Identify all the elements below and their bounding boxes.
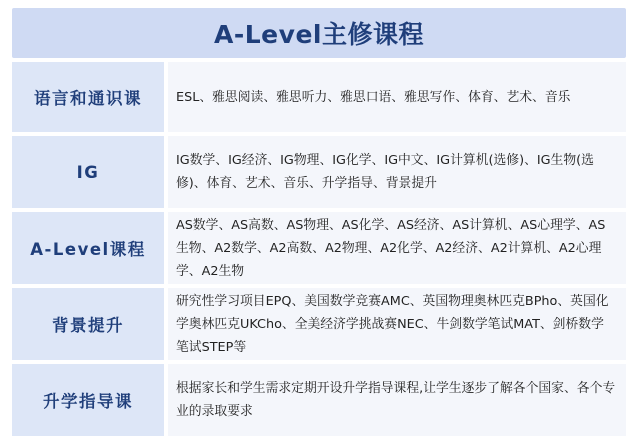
row-content-ig: IG数学、IG经济、IG物理、IG化学、IG中文、IG计算机(选修)、IG生物(选修)、体育、艺术、音乐、升学指导、背景提升 (168, 136, 626, 208)
course-table (12, 62, 626, 436)
page-title: A-Level主修课程 (214, 20, 424, 49)
row-content-alevel: AS数学、AS高数、AS物理、AS化学、AS经济、AS计算机、AS心理学、AS生物、A2数学、A2高数、A2物理、A2化学、A2经济、A2计算机、A2心理学、A2生物 (168, 212, 626, 284)
row-content-background: 研究性学习项目EPQ、美国数学竞赛AMC、英国物理奥林匹克BPho、英国化学奥林匹克UKCho、全美经济学挑战赛NEC、牛剑数学笔试MAT、剑桥数学笔试STEP等 (168, 288, 626, 360)
row-header-general: 语言和通识课 (12, 62, 164, 132)
row-content-general: ESL、雅思阅读、雅思听力、雅思口语、雅思写作、体育、艺术、音乐 (168, 62, 626, 132)
title-banner (12, 8, 626, 58)
row-header-guidance: 升学指导课 (12, 364, 164, 436)
row-header-background: 背景提升 (12, 288, 164, 360)
row-header-ig: IG (12, 136, 164, 208)
row-content-guidance: 根据家长和学生需求定期开设升学指导课程,让学生逐步了解各个国家、各个专业的录取要求 (168, 364, 626, 436)
row-header-alevel: A-Level课程 (12, 212, 164, 284)
